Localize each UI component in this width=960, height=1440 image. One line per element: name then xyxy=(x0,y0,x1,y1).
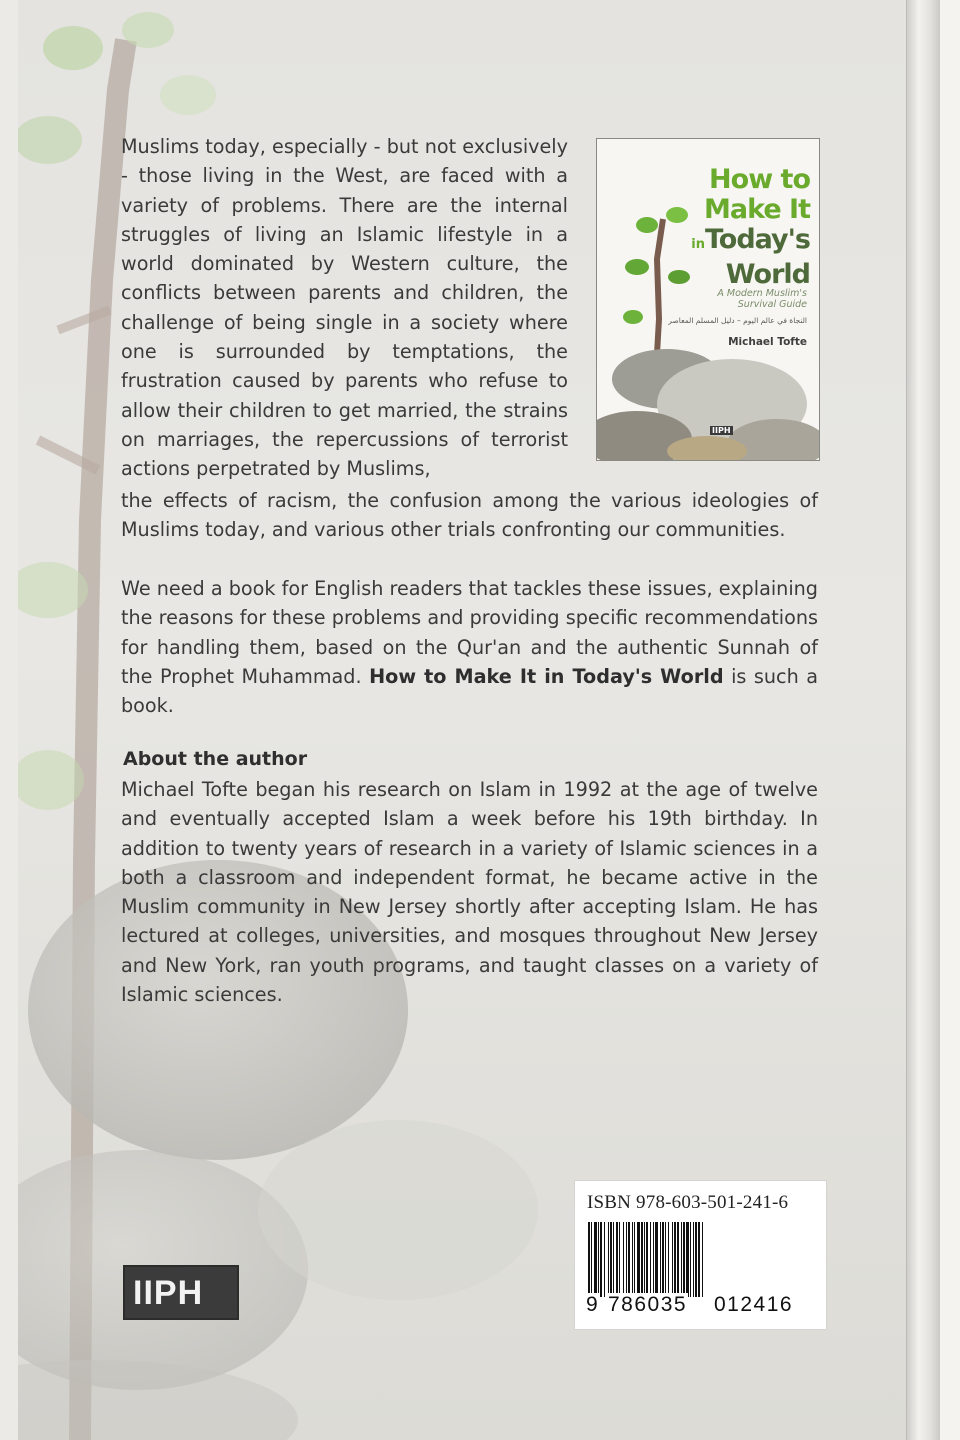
barcode-bar xyxy=(702,1222,703,1297)
about-author-heading: About the author xyxy=(123,748,308,770)
back-cover xyxy=(18,0,906,1440)
isbn-label: ISBN 978-603-501-241-6 xyxy=(587,1192,789,1213)
barcode-bar xyxy=(644,1222,645,1297)
barcode-bar xyxy=(588,1222,590,1297)
barcode-bar xyxy=(668,1222,669,1297)
thumbnail-publisher-mark: IIPH xyxy=(712,426,731,435)
barcode-bar xyxy=(698,1222,700,1297)
barcode-bar xyxy=(632,1222,633,1297)
barcode-bar xyxy=(608,1222,609,1297)
thumbnail-title: How to Make It inToday's World xyxy=(691,164,810,290)
barcode-bar xyxy=(598,1222,599,1297)
description-paragraph-part1: Muslims today, especially - but not exclusively - those living in the West, are faced with a variety of problems. There are the internal struggles of living an Islamic lifestyle in a world dominated by Western culture, the conflicts between parents and children, the challenge of being single in a society where one is surrounded by temptations, the frustration caused by parents who refuse to allow their children to get married, the strains on marriages, the repercussions of terrorist actions perpetrated by Muslims, xyxy=(121,135,568,481)
barcode-bar xyxy=(674,1222,676,1297)
barcode-bar xyxy=(693,1222,694,1297)
isbn-digit-group2: 012416 xyxy=(714,1293,794,1316)
barcode-bar xyxy=(665,1222,666,1297)
barcode-bar xyxy=(610,1222,612,1297)
barcode-bar xyxy=(616,1222,618,1297)
barcode-bar xyxy=(626,1222,627,1297)
barcode-bar xyxy=(653,1222,654,1297)
barcode-bar xyxy=(628,1222,630,1297)
barcode-bar xyxy=(600,1222,602,1297)
barcode-bar xyxy=(660,1222,661,1297)
thumbnail-subtitle: A Modern Muslim's Survival Guide xyxy=(717,288,807,310)
barcode-bar xyxy=(677,1222,679,1297)
barcode-bar xyxy=(683,1222,685,1297)
barcode-bar xyxy=(594,1222,597,1297)
barcode-bar xyxy=(623,1222,624,1297)
barcode-bar xyxy=(662,1222,664,1297)
book-title-inline: How to Make It in Today's World xyxy=(369,664,724,688)
barcode-image xyxy=(588,1222,814,1297)
thumbnail-arabic-subtitle: النجاة في عالم اليوم – دليل المسلم المعاصر xyxy=(668,316,807,325)
isbn-barcode-box xyxy=(574,1180,827,1330)
about-author-paragraph: Michael Tofte began his research on Islam in 1992 at the age of twelve and eventually accepted Islam a week before his 19th birthday. In addition to twenty years of research in a variety of Islamic sciences in a both a classroom and independent format, he became active in the Muslim community in New Jersey shortly after accepting Islam. He has lectured at colleges, universities, and mosques throughout New Jersey and New York, ran youth programs, and taught classes on a variety of Islamic sciences. xyxy=(121,778,818,1007)
paragraph2-end: is such a book. xyxy=(121,664,818,718)
barcode-bar xyxy=(690,1222,691,1297)
barcode-bar xyxy=(686,1222,689,1297)
barcode-bar xyxy=(672,1222,673,1297)
barcode-bar xyxy=(637,1222,640,1297)
description-paragraph-part2: the effects of racism, the confusion among the various ideologies of Muslims today, and various other trials confronting our communities. xyxy=(121,489,818,542)
barcode-bar xyxy=(619,1222,620,1297)
paragraph2-text: We need a book for English readers that tackles these issues, explaining the reasons for these problems and providing specific recommendations for handling them, based on the Qur'an and the authentic Sunnah of the Prophet Muhammad. xyxy=(121,577,818,688)
isbn-digit-group1: 786035 xyxy=(608,1293,688,1316)
publisher-logo xyxy=(123,1265,239,1320)
isbn-digit-first: 9 xyxy=(586,1293,600,1316)
book-spine-edge xyxy=(906,0,941,1440)
barcode-bar xyxy=(613,1222,614,1297)
barcode-bar xyxy=(604,1222,605,1297)
thumbnail-author: Michael Tofte xyxy=(728,336,807,348)
page-background-right xyxy=(940,0,960,1440)
barcode-bar xyxy=(650,1222,651,1297)
barcode-bar xyxy=(655,1222,658,1297)
barcode-bar xyxy=(634,1222,635,1297)
barcode-bar xyxy=(695,1222,697,1297)
barcode-bar xyxy=(641,1222,643,1297)
barcode-bar xyxy=(591,1222,592,1297)
barcode-bar xyxy=(646,1222,648,1297)
book-cover-thumbnail xyxy=(596,138,820,461)
publisher-logo-text: IIPH xyxy=(133,1274,204,1312)
description-paragraph-2 xyxy=(121,574,818,720)
barcode-bar xyxy=(681,1222,682,1297)
